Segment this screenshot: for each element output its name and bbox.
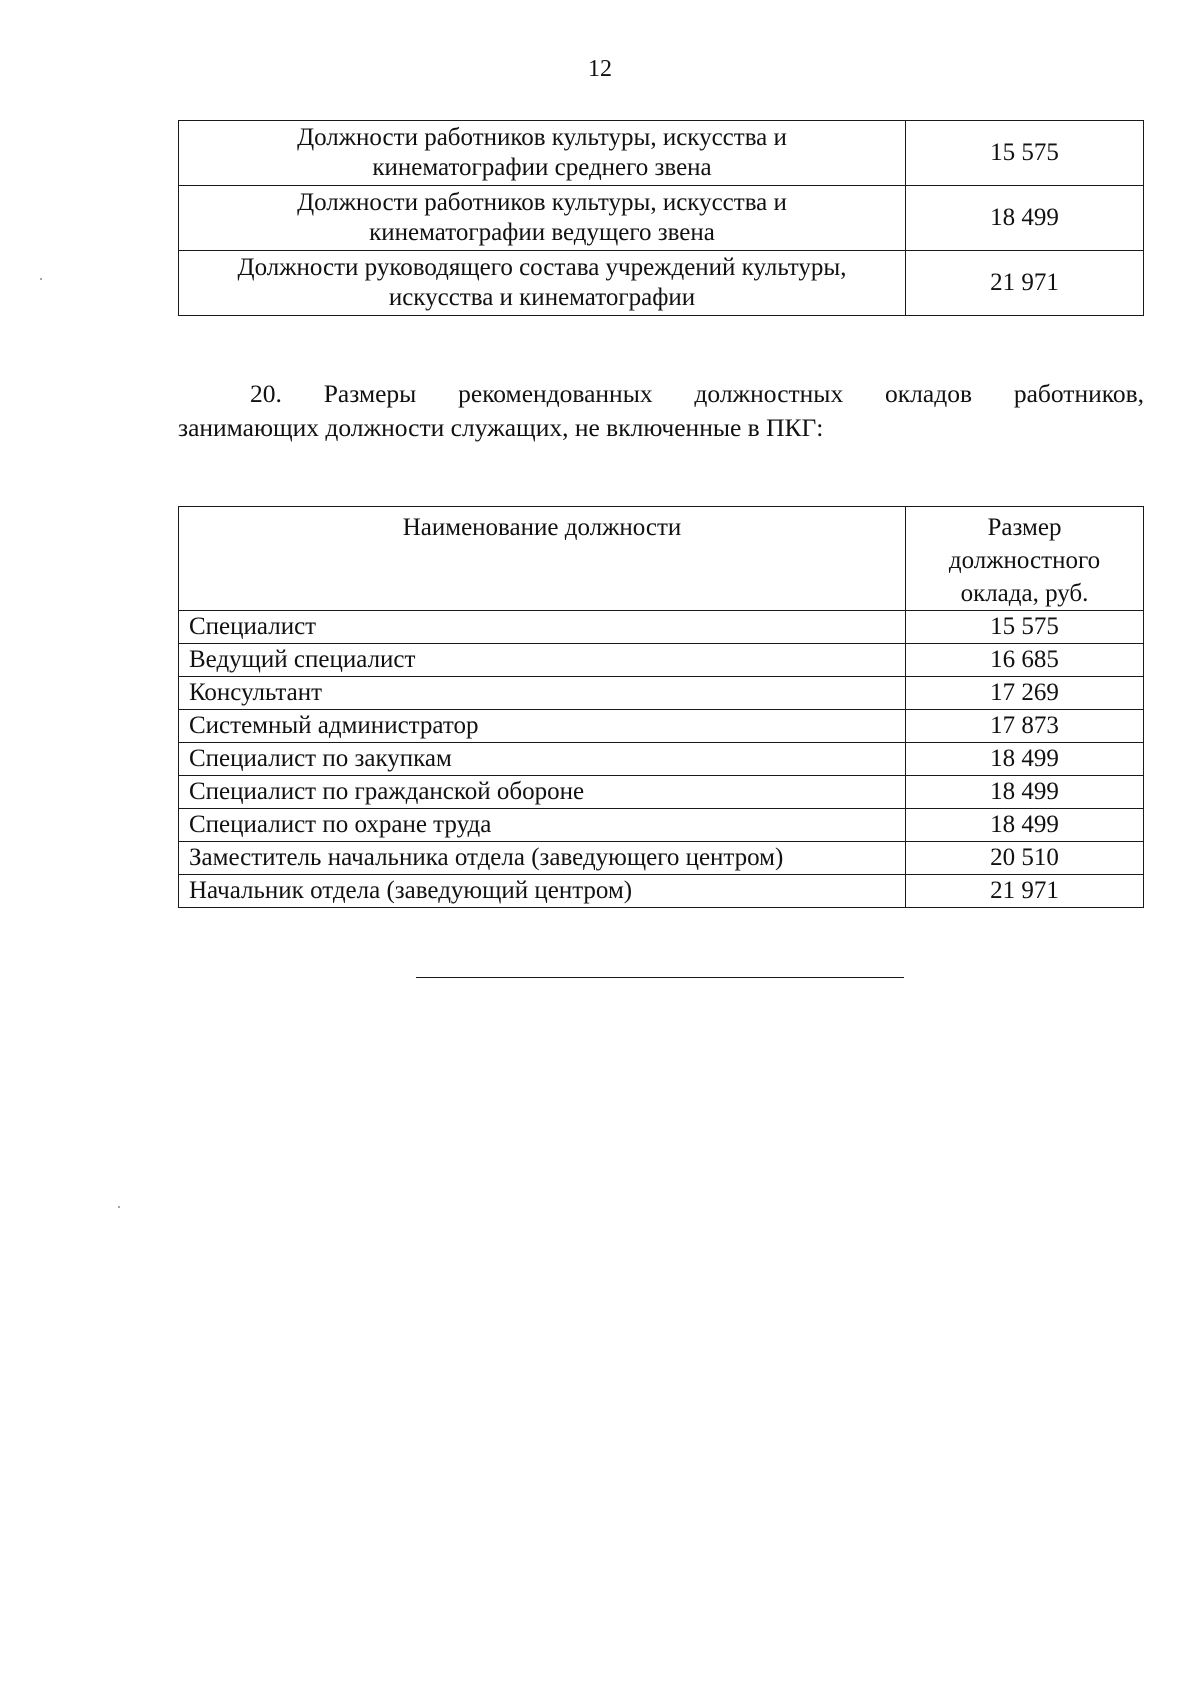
position-name-cell xyxy=(179,121,906,186)
salary-cell: 15 575 xyxy=(906,611,1144,644)
scan-speck xyxy=(118,1206,120,1208)
table-row xyxy=(179,710,1144,743)
header-position-name: Наименование должности xyxy=(179,507,906,611)
end-of-document-rule xyxy=(416,977,904,978)
position-name-cell xyxy=(179,186,906,251)
salary-cell: 16 685 xyxy=(906,644,1144,677)
culture-positions-table xyxy=(178,120,1144,316)
position-name-line: Должности руководящего состава учреждений культуры, xyxy=(237,254,847,281)
salary-cell: 17 873 xyxy=(906,710,1144,743)
position-name-cell: Специалист по охране труда xyxy=(179,809,906,842)
table-row xyxy=(179,875,1144,908)
paragraph-line: 20. Размеры рекомендованных должностных окладов работников, xyxy=(250,379,1144,408)
position-name-line: Должности работников культуры, искусства и xyxy=(297,189,787,216)
salary-cell: 20 510 xyxy=(906,842,1144,875)
position-name-cell xyxy=(179,251,906,316)
position-name-line: Должности работников культуры, искусства и xyxy=(297,124,787,151)
table-row xyxy=(179,121,1144,186)
header-salary-line: Размер xyxy=(987,514,1062,541)
section-paragraph xyxy=(178,377,1144,445)
salary-cell: 18 499 xyxy=(906,743,1144,776)
table-row xyxy=(179,743,1144,776)
position-name-cell: Специалист по гражданской обороне xyxy=(179,776,906,809)
position-name-cell: Консультант xyxy=(179,677,906,710)
salary-cell: 21 971 xyxy=(906,875,1144,908)
employee-positions-table xyxy=(178,506,1144,908)
position-name-cell: Ведущий специалист xyxy=(179,644,906,677)
position-name-cell: Заместитель начальника отдела (заведующего центром) xyxy=(179,842,906,875)
salary-cell: 18 499 xyxy=(906,809,1144,842)
position-name-line: кинематографии среднего звена xyxy=(372,154,712,181)
scan-speck xyxy=(40,278,42,280)
position-name-cell: Специалист по закупкам xyxy=(179,743,906,776)
salary-cell: 15 575 xyxy=(906,121,1144,186)
header-salary-line: оклада, руб. xyxy=(960,580,1089,607)
position-name-cell: Специалист xyxy=(179,611,906,644)
table-row xyxy=(179,776,1144,809)
page-number: 12 xyxy=(588,56,612,82)
table-row xyxy=(179,809,1144,842)
table-header-row xyxy=(179,507,1144,611)
header-salary xyxy=(906,507,1144,611)
salary-cell: 17 269 xyxy=(906,677,1144,710)
table-row xyxy=(179,186,1144,251)
salary-cell: 18 499 xyxy=(906,186,1144,251)
table-row xyxy=(179,251,1144,316)
position-name-line: искусства и кинематографии xyxy=(388,284,696,311)
salary-cell: 18 499 xyxy=(906,776,1144,809)
position-name-cell: Системный администратор xyxy=(179,710,906,743)
header-salary-line: должностного xyxy=(948,547,1101,574)
table-row xyxy=(179,842,1144,875)
paragraph-line: занимающих должности служащих, не включенные в ПКГ: xyxy=(178,413,824,442)
table-row xyxy=(179,677,1144,710)
position-name-line: кинематографии ведущего звена xyxy=(369,219,715,246)
table-row xyxy=(179,611,1144,644)
table-row xyxy=(179,644,1144,677)
position-name-cell: Начальник отдела (заведующий центром) xyxy=(179,875,906,908)
salary-cell: 21 971 xyxy=(906,251,1144,316)
